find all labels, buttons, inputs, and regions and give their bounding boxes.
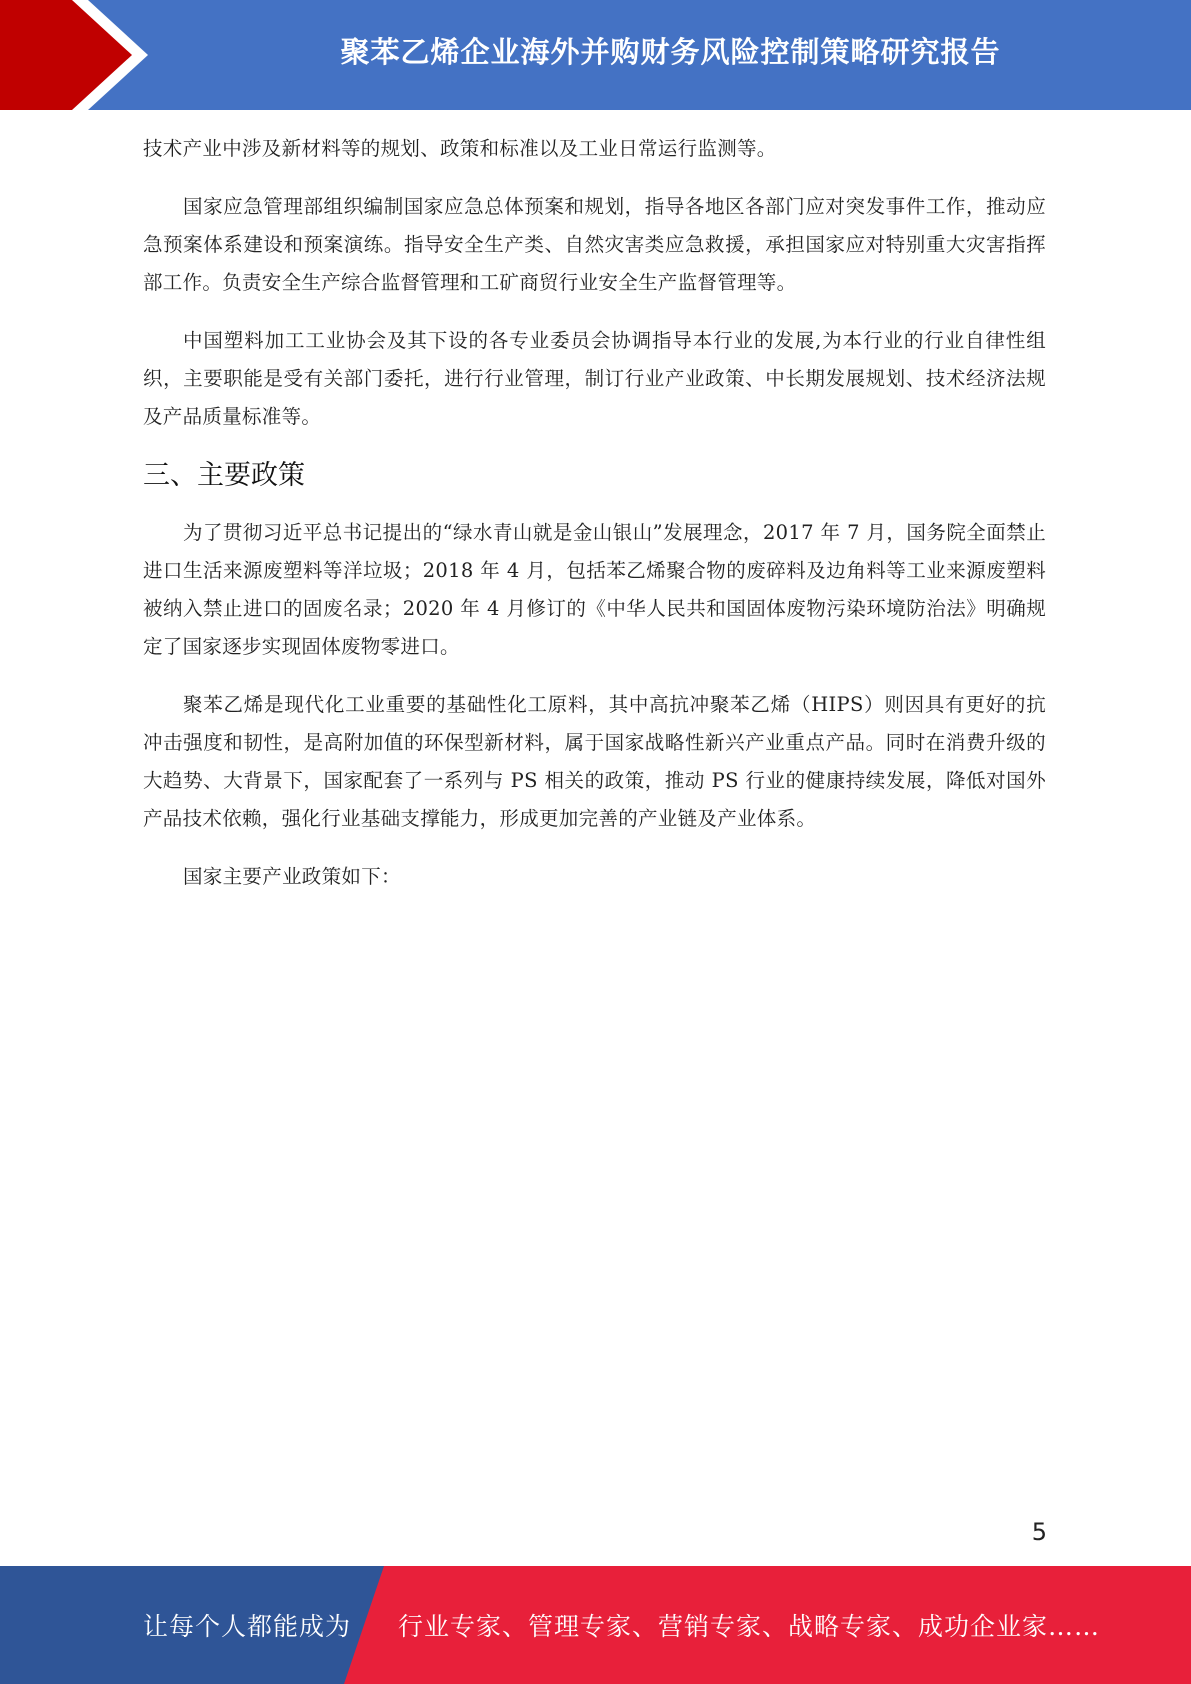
page-content — [143, 130, 1046, 916]
footer-slogan-left: 让每个人都能成为 — [143, 1612, 352, 1641]
page-header — [0, 0, 1191, 110]
section-heading: 三、主要政策 — [143, 460, 305, 491]
page-footer — [0, 1566, 1191, 1684]
paragraph-polystyrene-policy: 聚苯乙烯是现代化工业重要的基础性化工原料，其中高抗冲聚苯乙烯（HIPS）则因具有更好的抗冲击强度和韧性，是高附加值的环保型新材料，属于国家战略性新兴产业重点产品。同时在消费升级的大趋势、大背景下，国家配套了一系列与 PS 相关的政策，推动 PS 行业的健康持续发展，降低对国外产品技术依赖，强化行业基础支撑能力，形成更加完善的产业链及产业体系。 — [143, 693, 1046, 830]
paragraph-import-ban: 为了贯彻习近平总书记提出的“绿水青山就是金山银山”发展理念，2017 年 7 月，国务院全面禁止进口生活来源废塑料等洋垃圾；2018 年 4 月，包括苯乙烯聚合物的废碎料及边角料等工业来源废塑料被纳入禁止进口的固废名录；2020 年 4 月修订的《中华人民共和国固体废物污染环境防治法》明确规定了国家逐步实现固体废物零进口。 — [143, 521, 1046, 658]
paragraph-emergency-ministry: 国家应急管理部组织编制国家应急总体预案和规划，指导各地区各部门应对突发事件工作，推动应急预案体系建设和预案演练。指导安全生产类、自然灾害类应急救援，承担国家应对特别重大灾害指挥部工作。负责安全生产综合监督管理和工矿商贸行业安全生产监督管理等。 — [143, 195, 1046, 294]
paragraph-policy-list-intro: 国家主要产业政策如下： — [183, 865, 401, 888]
paragraph-plastics-association: 中国塑料加工工业协会及其下设的各专业委员会协调指导本行业的发展,为本行业的行业自律性组织，主要职能是受有关部门委托，进行行业管理，制订行业产业政策、中长期发展规划、技术经济法规及产品质量标准等。 — [143, 329, 1046, 428]
document-title: 聚苯乙烯企业海外并购财务风险控制策略研究报告 — [340, 34, 1001, 69]
paragraph-continuation: 技术产业中涉及新材料等的规划、政策和标准以及工业日常运行监测等。 — [143, 137, 777, 160]
page-number: 5 — [1031, 1518, 1047, 1546]
footer-slogan-right: 行业专家、管理专家、营销专家、战略专家、成功企业家…… — [398, 1612, 1101, 1641]
